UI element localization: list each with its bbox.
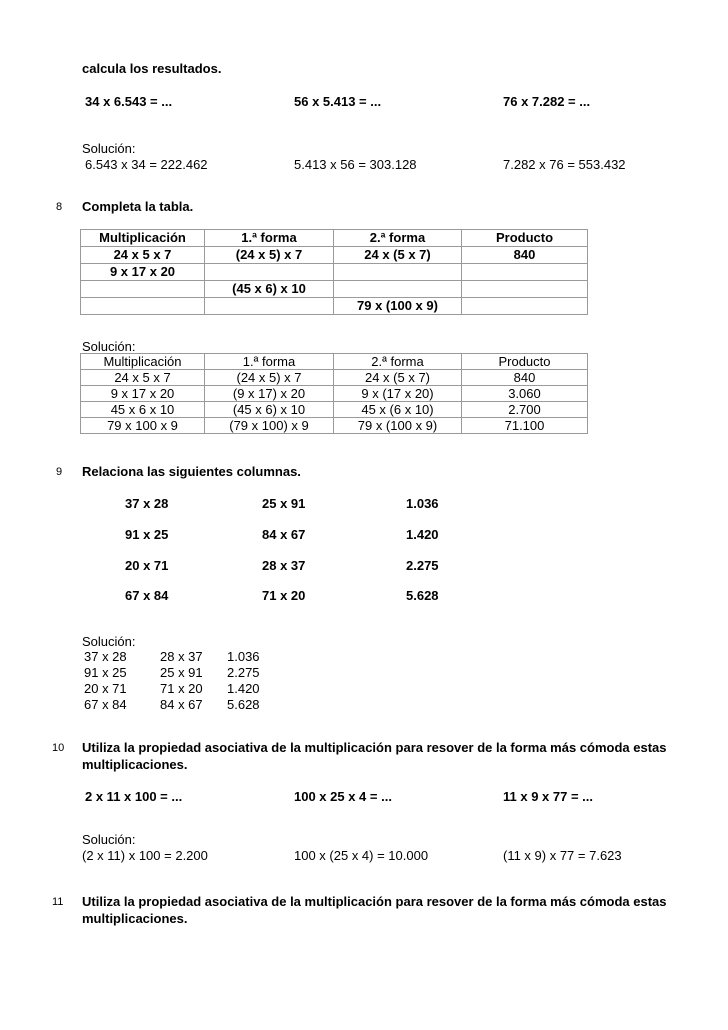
table-row (81, 264, 588, 281)
table-cell: 9 x (17 x 20) (334, 386, 462, 402)
solution-label: Solución: (82, 832, 136, 847)
problem-2: 100 x 25 x 4 = ... (294, 789, 392, 804)
table-header-row (81, 230, 588, 247)
table-row (81, 281, 588, 298)
problem-1: 2 x 11 x 100 = ... (85, 789, 183, 804)
table-cell: 45 x 6 x 10 (81, 402, 205, 418)
problem-3: 76 x 7.282 = ... (503, 94, 591, 109)
table-row (81, 298, 588, 315)
table-row (81, 370, 588, 386)
solution-col-a: 37 x 28 (84, 649, 127, 664)
table-row (81, 418, 588, 434)
table-cell (462, 281, 588, 298)
table-cell: 840 (462, 370, 588, 386)
table-header-cell: Multiplicación (81, 230, 205, 247)
column-a-item: 91 x 25 (125, 527, 169, 542)
table-cell: 2.700 (462, 402, 588, 418)
column-a-item: 20 x 71 (125, 558, 169, 573)
table-cell: 79 x (100 x 9) (334, 418, 462, 434)
solution-col-a: 91 x 25 (84, 665, 127, 680)
solution-col-c: 1.036 (227, 649, 260, 664)
column-b-item: 28 x 37 (262, 558, 306, 573)
table-header-cell: 1.ª forma (205, 354, 334, 370)
problem-2: 56 x 5.413 = ... (294, 94, 382, 109)
problem-3: 11 x 9 x 77 = ... (503, 789, 593, 804)
exercise-number: 10 (52, 742, 65, 754)
table-cell (205, 298, 334, 315)
solution-3: 7.282 x 76 = 553.432 (503, 157, 626, 172)
solution-col-a: 67 x 84 (84, 697, 127, 712)
table-cell: (24 x 5) x 7 (205, 370, 334, 386)
instruction-text: calcula los resultados. (82, 61, 222, 76)
solution-label: Solución: (82, 339, 136, 354)
exercise-title: Utiliza la propiedad asociativa de la multiplicación para resover de la forma más cómoda estas (82, 740, 667, 755)
solution-col-b: 84 x 67 (160, 697, 203, 712)
column-a-item: 37 x 28 (125, 496, 169, 511)
table-header-cell: Producto (462, 230, 588, 247)
table-cell: (9 x 17) x 20 (205, 386, 334, 402)
column-b-item: 71 x 20 (262, 588, 306, 603)
solution-table (80, 353, 588, 434)
column-a-item: 67 x 84 (125, 588, 169, 603)
table-cell: (79 x 100) x 9 (205, 418, 334, 434)
table-cell: 24 x (5 x 7) (334, 370, 462, 386)
table-cell (81, 298, 205, 315)
exercise-number: 8 (56, 201, 63, 213)
exercise-title-continued: multiplicaciones. (82, 911, 188, 926)
problem-1: 34 x 6.543 = ... (85, 94, 173, 109)
table-cell: 24 x 5 x 7 (81, 247, 205, 264)
table-cell: 3.060 (462, 386, 588, 402)
table-cell (462, 264, 588, 281)
table-cell: 45 x (6 x 10) (334, 402, 462, 418)
table-cell: 840 (462, 247, 588, 264)
solution-col-c: 1.420 (227, 681, 260, 696)
exercise-title: Completa la tabla. (82, 199, 194, 214)
solution-col-b: 25 x 91 (160, 665, 203, 680)
table-cell (81, 281, 205, 298)
exercise-number: 9 (56, 466, 63, 478)
table-cell: 71.100 (462, 418, 588, 434)
table-cell: (24 x 5) x 7 (205, 247, 334, 264)
table-cell: 79 x (100 x 9) (334, 298, 462, 315)
table-cell (334, 281, 462, 298)
solution-col-b: 71 x 20 (160, 681, 203, 696)
column-c-item: 5.628 (406, 588, 439, 603)
column-b-item: 84 x 67 (262, 527, 306, 542)
solution-label: Solución: (82, 141, 136, 156)
table-row (81, 247, 588, 264)
table-header-cell: 2.ª forma (334, 230, 462, 247)
table-header-cell: Multiplicación (81, 354, 205, 370)
table-header-cell: 1.ª forma (205, 230, 334, 247)
solution-col-c: 5.628 (227, 697, 260, 712)
table-cell: (45 x 6) x 10 (205, 281, 334, 298)
table-cell: 79 x 100 x 9 (81, 418, 205, 434)
column-c-item: 2.275 (406, 558, 439, 573)
solution-col-b: 28 x 37 (160, 649, 203, 664)
table-header-cell: Producto (462, 354, 588, 370)
table-header-row (81, 354, 588, 370)
solution-3: (11 x 9) x 77 = 7.623 (503, 848, 622, 863)
solution-2: 5.413 x 56 = 303.128 (294, 157, 417, 172)
table-cell: (45 x 6) x 10 (205, 402, 334, 418)
table-row (81, 402, 588, 418)
exercise-title-continued: multiplicaciones. (82, 757, 188, 772)
exercise-table (80, 229, 588, 315)
table-row (81, 386, 588, 402)
solution-label: Solución: (82, 634, 136, 649)
column-b-item: 25 x 91 (262, 496, 306, 511)
column-c-item: 1.036 (406, 496, 439, 511)
table-cell (205, 264, 334, 281)
table-cell (462, 298, 588, 315)
table-cell: 24 x 5 x 7 (81, 370, 205, 386)
column-c-item: 1.420 (406, 527, 439, 542)
exercise-title: Utiliza la propiedad asociativa de la multiplicación para resover de la forma más cómoda estas (82, 894, 667, 909)
table-cell: 9 x 17 x 20 (81, 264, 205, 281)
solution-col-c: 2.275 (227, 665, 260, 680)
table-cell: 9 x 17 x 20 (81, 386, 205, 402)
table-cell: 24 x (5 x 7) (334, 247, 462, 264)
solution-2: 100 x (25 x 4) = 10.000 (294, 848, 429, 863)
exercise-number: 11 (52, 896, 64, 908)
table-header-cell: 2.ª forma (334, 354, 462, 370)
table-cell (334, 264, 462, 281)
solution-1: 6.543 x 34 = 222.462 (85, 157, 208, 172)
solution-1: (2 x 11) x 100 = 2.200 (82, 848, 208, 863)
exercise-title: Relaciona las siguientes columnas. (82, 464, 301, 479)
solution-col-a: 20 x 71 (84, 681, 127, 696)
